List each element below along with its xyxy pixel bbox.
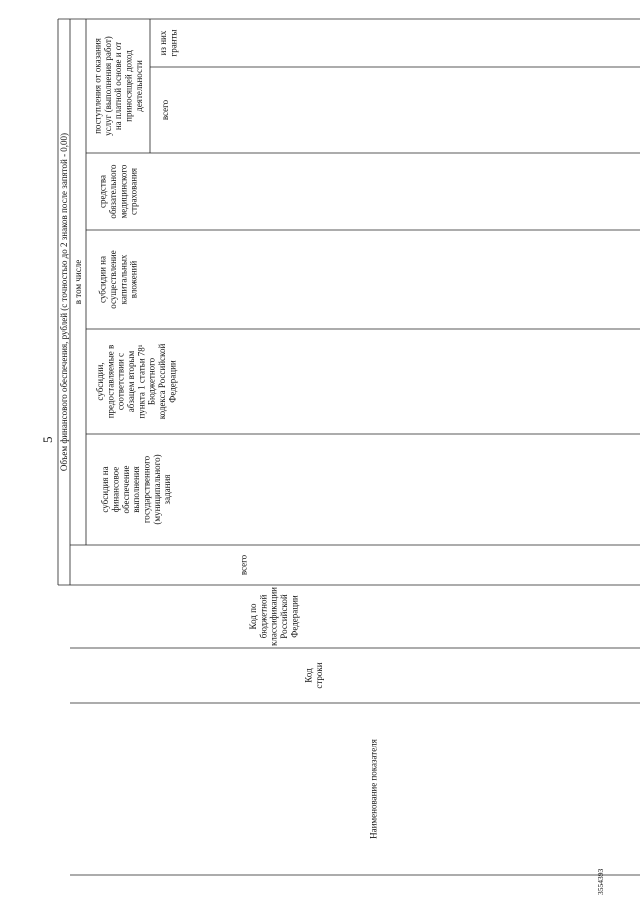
header-paid-grants: из нихгранты [157,29,179,57]
header-subsidy-capital: субсидии наосуществлениекапитальныхвложений [97,250,139,309]
rotated-table [58,19,640,875]
header-volume: Объем финансового обеспечения, рублей (с точностью до 2 знаков после запятой - 0,00) [59,132,70,472]
header-paid: поступления от оказанияуслуг (выполнения работ)на платной основе и отприносящей доходдеятельности [92,36,144,136]
header-subsidy-78: субсидии,предоставляемые всоответствии сабзацем вторымпункта 1 статьи 78¹Бюджетногокодекса РоссийскойФедерации [94,343,178,420]
header-incl: в том числе [73,259,84,305]
header-total: всего [238,554,249,576]
header-oms: средстваобязательногомедицинскогострахования [97,164,139,219]
header-line-code: Кодстроки [303,662,324,689]
header-paid-total: всего [160,99,171,121]
document-id: 3554393 [596,868,605,895]
header-budget-code: Код побюджетнойклассификацииРоссийскойФедерации [247,587,300,646]
header-subsidy-task: субсидия нафинансовоеобеспечениевыполнениягосударственного(муниципального)задания [100,454,173,525]
page-number: 5 [40,436,55,443]
header-name: Наименование показателя [368,739,379,839]
